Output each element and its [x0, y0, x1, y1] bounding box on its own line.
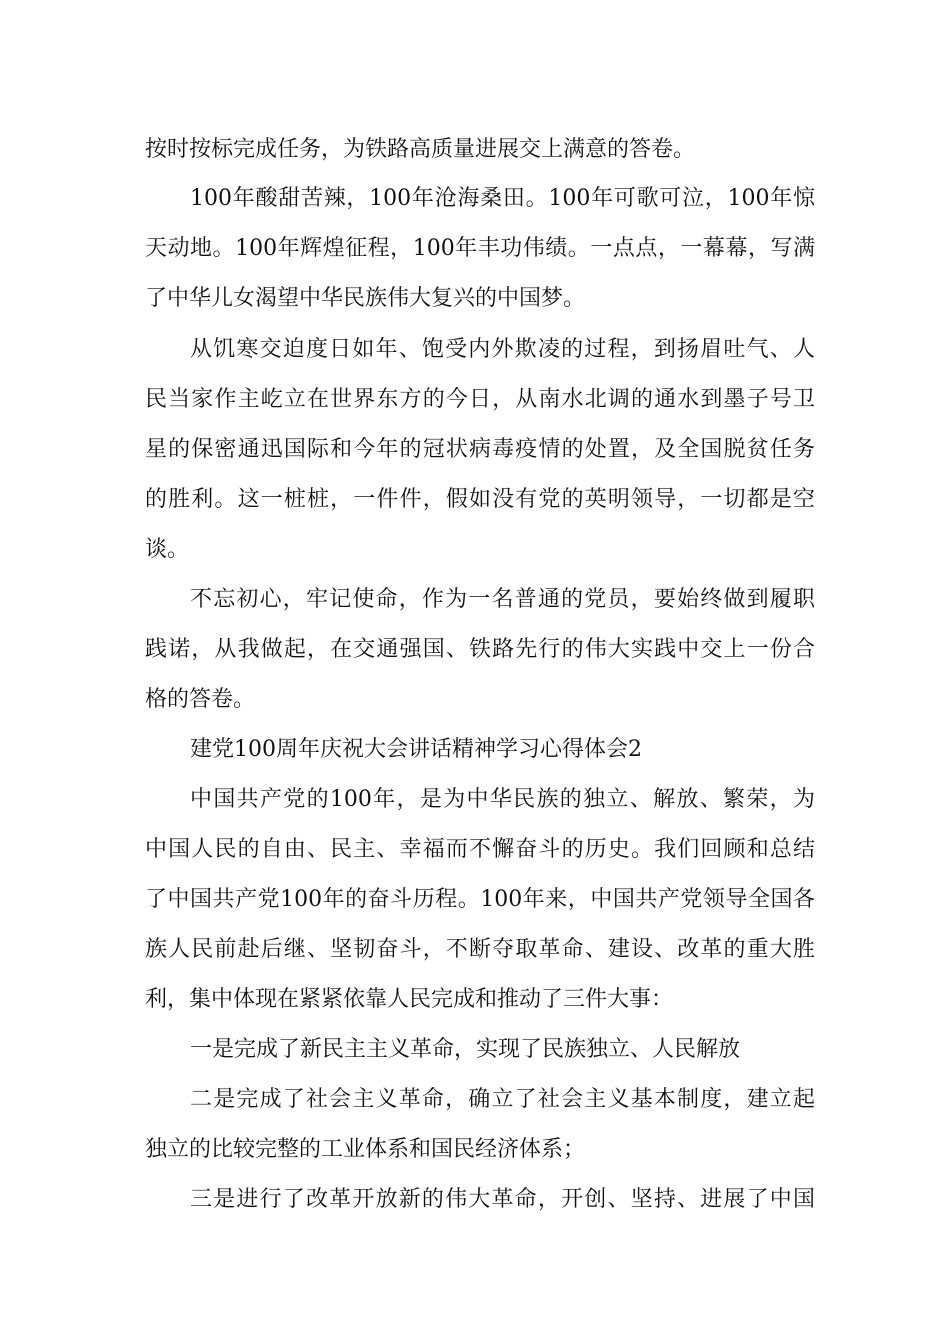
text-line: 了中华儿女渴望中华民族伟大复兴的中国梦。: [145, 286, 586, 311]
text-line: 不忘初心，牢记使命，作为一名普通的党员，要始终做到履职: [190, 587, 815, 612]
text-line: 一是完成了新民主主义革命，实现了民族独立、人民解放: [190, 1037, 741, 1062]
text-line: 谈。: [145, 537, 190, 562]
text-line: 践诺，从我做起，在交通强国、铁路先行的伟大实践中交上一份合: [145, 637, 815, 662]
section-heading: 建党100周年庆祝大会讲话精神学习心得体会2: [190, 737, 642, 762]
text-line: 中国共产党的100年，是为中华民族的独立、解放、繁荣，为: [190, 787, 815, 812]
text-line: 中国人民的自由、民主、幸福而不懈奋斗的历史。我们回顾和总结: [145, 837, 815, 862]
text-line: 独立的比较完整的工业体系和国民经济体系；: [145, 1137, 586, 1162]
text-line: 格的答卷。: [145, 687, 256, 712]
text-line: 民当家作主屹立在世界东方的今日，从南水北调的通水到墨子号卫: [145, 387, 815, 412]
text-line: 星的保密通迅国际和今年的冠状病毒疫情的处置，及全国脱贫任务: [145, 437, 815, 462]
text-line: 的胜利。这一桩桩，一件件，假如没有党的英明领导，一切都是空: [145, 487, 815, 512]
text-line: 按时按标完成任务，为铁路高质量进展交上满意的答卷。: [145, 137, 696, 162]
text-line: 三是进行了改革开放新的伟大革命，开创、坚持、进展了中国: [190, 1187, 815, 1212]
text-line: 利，集中体现在紧紧依靠人民完成和推动了三件大事：: [145, 987, 674, 1012]
text-line: 了中国共产党100年的奋斗历程。100年来，中国共产党领导全国各: [145, 887, 816, 912]
text-line: 族人民前赴后继、坚韧奋斗，不断夺取革命、建设、改革的重大胜: [145, 937, 815, 962]
text-line: 从饥寒交迫度日如年、饱受内外欺凌的过程，到扬眉吐气、人: [190, 337, 815, 362]
text-line: 二是完成了社会主义革命，确立了社会主义基本制度，建立起: [190, 1087, 815, 1112]
text-line: 100年酸甜苦辣，100年沧海桑田。100年可歌可泣，100年惊: [190, 186, 815, 211]
text-line: 天动地。100年辉煌征程，100年丰功伟绩。一点点，一幕幕，写满: [145, 236, 816, 261]
